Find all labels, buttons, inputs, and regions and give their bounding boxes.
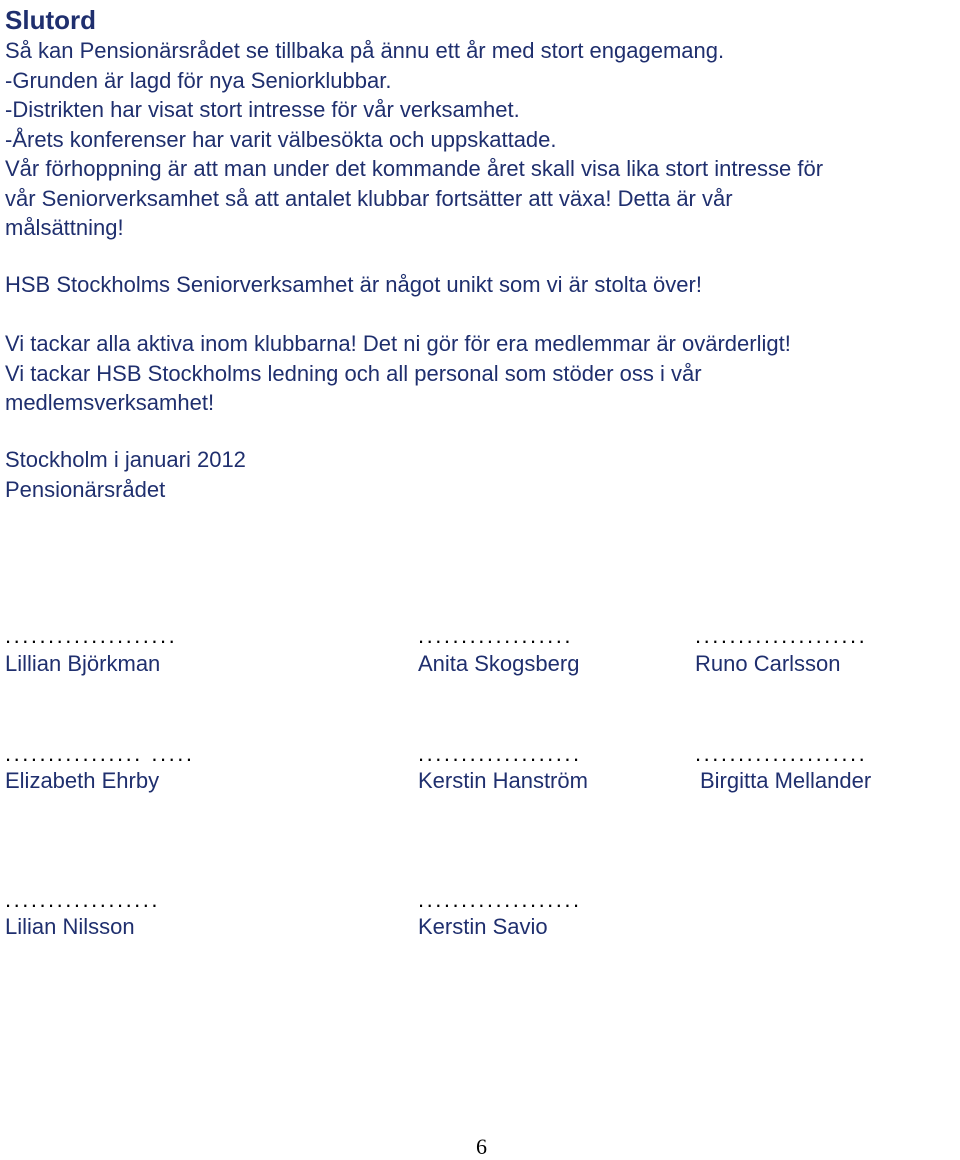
- signatory-name: Runo Carlsson: [695, 651, 841, 676]
- signatory-name: Kerstin Hanström: [418, 768, 588, 793]
- signatory-name: Lillian Björkman: [5, 651, 161, 676]
- paragraph-line: Vi tackar HSB Stockholms ledning och all personal som stöder oss i vår: [5, 360, 702, 386]
- paragraph-line: -Årets konferenser har varit välbesökta och uppskattade.: [5, 126, 557, 152]
- signatory-name: Birgitta Mellander: [700, 768, 872, 793]
- paragraph-line: Vår förhoppning är att man under det kommande året skall visa lika stort intresse för: [5, 156, 824, 181]
- signatory-name: Anita Skogsberg: [418, 651, 580, 676]
- signature-line: ....................: [695, 623, 868, 648]
- paragraph-intro: [5, 36, 823, 243]
- paragraph-thanks: [5, 329, 791, 418]
- signature-line: ..................: [418, 623, 574, 648]
- paragraph-line: målsättning!: [5, 215, 124, 240]
- page-title: Slutord: [5, 5, 96, 35]
- paragraph-line: HSB Stockholms Seniorverksamhet är något unikt som vi är stolta över!: [5, 272, 702, 297]
- paragraph-line: -Distrikten har visat stort intresse för vår verksamhet.: [5, 97, 520, 122]
- paragraph-pride: [5, 270, 702, 300]
- paragraph-line: -Grunden är lagd för nya Seniorklubbar.: [5, 67, 392, 93]
- organization-name: Pensionärsrådet: [5, 476, 166, 502]
- signature-line: ..................: [5, 887, 161, 912]
- signature-line: ....................: [5, 623, 178, 648]
- signature-line: ...................: [418, 741, 582, 766]
- signatory-name: Lilian Nilsson: [5, 914, 135, 939]
- paragraph-line: vår Seniorverksamhet så att antalet klubbar fortsätter att växa! Detta är vår: [5, 185, 733, 211]
- signature-line: ................ .....: [5, 741, 195, 766]
- closing-block: [5, 445, 246, 504]
- signatory-name: Elizabeth Ehrby: [5, 768, 160, 793]
- signature-line: ....................: [695, 741, 868, 766]
- paragraph-line: Så kan Pensionärsrådet se tillbaka på ännu ett år med stort engagemang.: [5, 38, 725, 63]
- page-number: 6: [476, 1134, 487, 1159]
- place-date: Stockholm i januari 2012: [5, 447, 246, 472]
- paragraph-line: medlemsverksamhet!: [5, 390, 215, 415]
- paragraph-line: Vi tackar alla aktiva inom klubbarna! Det ni gör för era medlemmar är ovärderligt!: [5, 331, 791, 356]
- signatory-name: Kerstin Savio: [418, 914, 548, 939]
- signature-line: ...................: [418, 887, 582, 912]
